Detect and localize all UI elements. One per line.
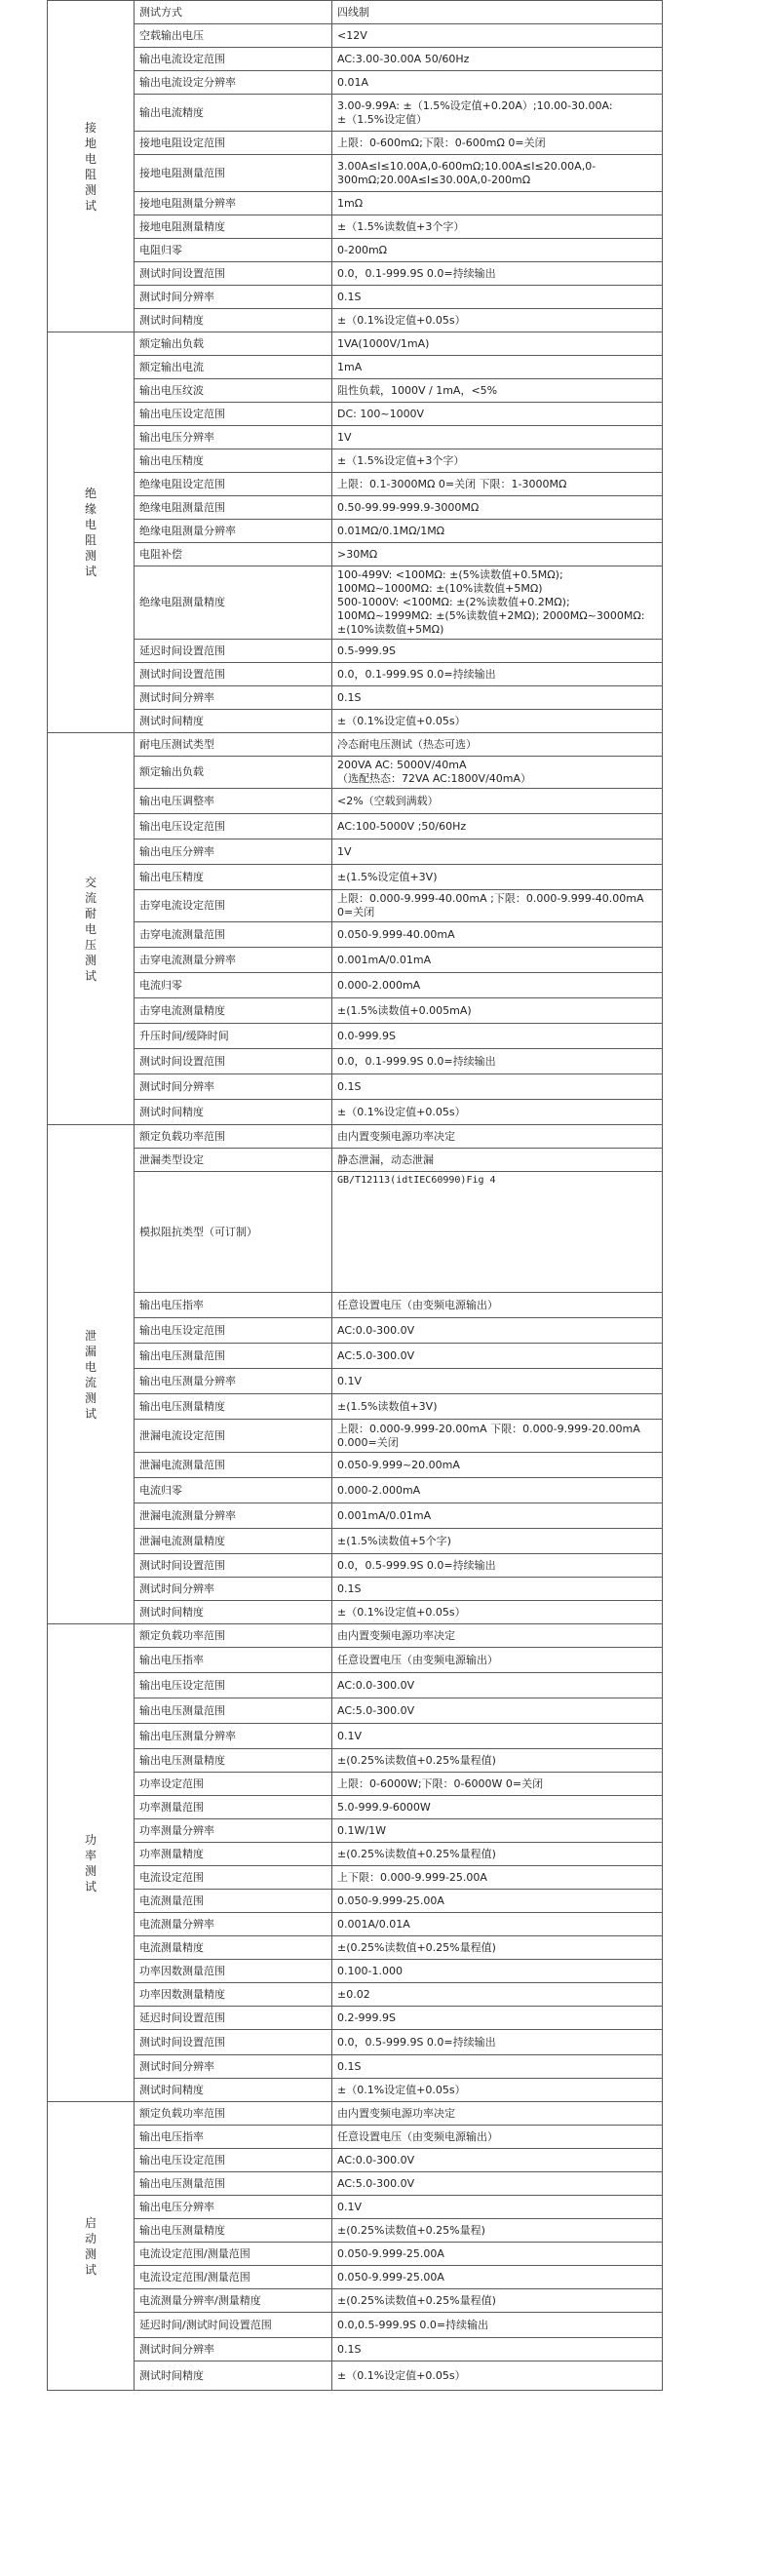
spec-label: 升压时间/缓降时间: [135, 1024, 332, 1049]
spec-row: [48, 520, 663, 543]
spec-row: [48, 2361, 663, 2391]
section-title: 启动测试: [84, 2215, 96, 2277]
spec-row: [48, 789, 663, 814]
spec-label: 输出电流设定分辨率: [135, 71, 332, 95]
spec-label: 绝缘电阻测量范围: [135, 496, 332, 520]
spec-label: 泄漏电流测量范围: [135, 1453, 332, 1478]
spec-value: 0.050-9.999-25.00A: [332, 2243, 663, 2266]
spec-value: ±(0.25%读数值+0.25%量程值): [332, 1936, 663, 1960]
spec-value: 静态泄漏，动态泄漏: [332, 1149, 663, 1172]
spec-value: 1V: [332, 839, 663, 865]
spec-label: 测试时间精度: [135, 1601, 332, 1624]
spec-value: 3.00-9.99A: ±（1.5%设定值+0.20A）;10.00-30.00A: ±（1.5%设定值）: [332, 95, 663, 132]
spec-label: 测试时间分辨率: [135, 1578, 332, 1601]
spec-label: 电阻归零: [135, 239, 332, 262]
spec-value: 冷态耐电压测试（热态可选）: [332, 733, 663, 757]
spec-row: [48, 1293, 663, 1318]
spec-row: [48, 192, 663, 215]
spec-row: [48, 1369, 663, 1394]
spec-value: 0.1S: [332, 1074, 663, 1100]
spec-label: 电流设定范围/测量范围: [135, 2243, 332, 2266]
spec-label: 延迟时间/测试时间设置范围: [135, 2313, 332, 2338]
spec-row: [48, 814, 663, 839]
spec-row: [48, 1529, 663, 1554]
spec-label: 输出电压精度: [135, 449, 332, 473]
spec-row: [48, 1554, 663, 1578]
spec-value: ±(1.5%读数值+0.005mA): [332, 998, 663, 1024]
spec-value: 0.100-1.000: [332, 1960, 663, 1983]
spec-label: 接地电阻测量精度: [135, 215, 332, 239]
spec-label: 测试时间设置范围: [135, 2030, 332, 2055]
spec-row: [48, 1453, 663, 1478]
spec-label: 输出电压设定范围: [135, 2149, 332, 2172]
spec-row: [48, 1866, 663, 1890]
spec-row: [48, 309, 663, 332]
spec-row: [48, 1960, 663, 1983]
spec-row: [48, 2313, 663, 2338]
spec-label: 电流归零: [135, 1478, 332, 1503]
spec-value: 3.00A≤I≤10.00A,0-600mΩ;10.00A≤I≤20.00A,0-300mΩ;20.00A≤I≤30.00A,0-200mΩ: [332, 155, 663, 192]
spec-value: ±（0.1%设定值+0.05s）: [332, 309, 663, 332]
spec-label: 输出电压测量分辨率: [135, 1724, 332, 1749]
spec-label: 接地电阻测量范围: [135, 155, 332, 192]
spec-label: 击穿电流测量精度: [135, 998, 332, 1024]
spec-row: [48, 1724, 663, 1749]
spec-row: [48, 757, 663, 789]
spec-row: [48, 640, 663, 663]
spec-label: 输出电压测量分辨率: [135, 1369, 332, 1394]
spec-value: 0.0，0.5-999.9S 0.0=持续输出: [332, 2030, 663, 2055]
spec-label: 测试时间分辨率: [135, 2338, 332, 2361]
spec-value: 0.0，0.5-999.9S 0.0=持续输出: [332, 1554, 663, 1578]
spec-label: 绝缘电阻测量分辨率: [135, 520, 332, 543]
spec-label: 延迟时间设置范围: [135, 2007, 332, 2030]
spec-label: 额定负载功率范围: [135, 1125, 332, 1149]
spec-value: 0.001mA/0.01mA: [332, 1503, 663, 1529]
spec-row: [48, 239, 663, 262]
spec-label: 测试时间设置范围: [135, 663, 332, 686]
section-cell: [48, 2102, 135, 2391]
spec-row: [48, 1773, 663, 1796]
spec-row: [48, 1394, 663, 1420]
spec-row: [48, 1648, 663, 1673]
spec-label: 功率因数测量精度: [135, 1983, 332, 2007]
spec-value: ±(1.5%读数值+5个字): [332, 1529, 663, 1554]
spec-row: [48, 1936, 663, 1960]
spec-value: AC:100-5000V ;50/60Hz: [332, 814, 663, 839]
spec-value: 0.050-9.999~20.00mA: [332, 1453, 663, 1478]
spec-value: 0.1S: [332, 686, 663, 710]
spec-label: 测试时间设置范围: [135, 262, 332, 286]
spec-row: [48, 403, 663, 426]
spec-row: [48, 2079, 663, 2102]
spec-value: 上限：0-6000W;下限：0-6000W 0=关闭: [332, 1773, 663, 1796]
spec-value: 0.1S: [332, 286, 663, 309]
spec-row: [48, 1698, 663, 1724]
spec-value: ±(0.25%读数值+0.25%量程值): [332, 1843, 663, 1866]
spec-value: 任意设置电压（由变频电源输出）: [332, 2126, 663, 2149]
spec-value: 由内置变频电源功率决定: [332, 2102, 663, 2126]
spec-row: [48, 2149, 663, 2172]
spec-row: [48, 1100, 663, 1125]
spec-label: 泄漏电流设定范围: [135, 1420, 332, 1453]
spec-label: 接地电阻设定范围: [135, 132, 332, 155]
spec-row: [48, 1074, 663, 1100]
spec-row: [48, 1601, 663, 1624]
spec-value: 0.000-2.000mA: [332, 973, 663, 998]
spec-label: 输出电压测量范围: [135, 2172, 332, 2196]
spec-label: 额定负载功率范围: [135, 2102, 332, 2126]
spec-value: DC: 100~1000V: [332, 403, 663, 426]
spec-row: [48, 2172, 663, 2196]
spec-value: 1V: [332, 426, 663, 449]
spec-value: ±（0.1%设定值+0.05s）: [332, 1100, 663, 1125]
spec-label: 输出电压精度: [135, 865, 332, 890]
spec-value: 任意设置电压（由变频电源输出）: [332, 1293, 663, 1318]
spec-row: [48, 2102, 663, 2126]
spec-row: [48, 48, 663, 71]
spec-label: 输出电压分辨率: [135, 2196, 332, 2219]
spec-value: AC:0.0-300.0V: [332, 2149, 663, 2172]
spec-value: 100-499V: <100MΩ: ±(5%读数值+0.5MΩ); 100MΩ~1000MΩ: ±(10%读数值+5MΩ) 500-1000V: <100MΩ: ±(2%读数值+0.2MΩ); 100MΩ~1999MΩ: ±(5%读数值+2MΩ); 2000MΩ~3000MΩ: ±(10%读数值+5MΩ): [332, 566, 663, 640]
spec-value: 上下限：0.000-9.999-25.00A: [332, 1866, 663, 1890]
spec-label: 输出电压设定范围: [135, 814, 332, 839]
spec-value: 0.050-9.999-25.00A: [332, 2266, 663, 2289]
spec-row: [48, 2338, 663, 2361]
spec-value: AC:5.0-300.0V: [332, 2172, 663, 2196]
section-cell: [48, 1125, 135, 1624]
spec-row: [48, 998, 663, 1024]
spec-label: 输出电压测量精度: [135, 1749, 332, 1773]
spec-row: [48, 1318, 663, 1344]
spec-label: 输出电压指率: [135, 1293, 332, 1318]
spec-value: ±（0.1%设定值+0.05s）: [332, 2079, 663, 2102]
spec-value: AC:3.00-30.00A 50/60Hz: [332, 48, 663, 71]
spec-value: 0.0,0.5-999.9S 0.0=持续输出: [332, 2313, 663, 2338]
spec-value: ±(1.5%设定值+3V): [332, 865, 663, 890]
spec-label: 电流测量分辨率: [135, 1913, 332, 1936]
spec-value: 0.2-999.9S: [332, 2007, 663, 2030]
spec-label: 击穿电流测量范围: [135, 922, 332, 948]
spec-value: 0.000-2.000mA: [332, 1478, 663, 1503]
spec-label: 延迟时间设置范围: [135, 640, 332, 663]
spec-label: 功率设定范围: [135, 1773, 332, 1796]
spec-row: [48, 1624, 663, 1648]
spec-label: 电流设定范围/测量范围: [135, 2266, 332, 2289]
spec-value: 0.0，0.1-999.9S 0.0=持续输出: [332, 262, 663, 286]
spec-value: ±0.02: [332, 1983, 663, 2007]
spec-row: [48, 71, 663, 95]
section-title: 交流耐电压测试: [84, 875, 96, 983]
spec-value: 0-200mΩ: [332, 239, 663, 262]
spec-value: 由内置变频电源功率决定: [332, 1125, 663, 1149]
spec-label: 电流测量范围: [135, 1890, 332, 1913]
spec-label: 额定输出负载: [135, 757, 332, 789]
spec-label: 测试时间设置范围: [135, 1554, 332, 1578]
spec-label: 输出电压测量精度: [135, 2219, 332, 2243]
spec-value: GB/T12113(idtIEC60990)Fig 4: [332, 1172, 663, 1293]
spec-row: [48, 865, 663, 890]
spec-row: [48, 733, 663, 757]
spec-row: [48, 663, 663, 686]
spec-label: 电阻补偿: [135, 543, 332, 566]
spec-row: [48, 1024, 663, 1049]
spec-row: [48, 286, 663, 309]
spec-row: [48, 890, 663, 922]
spec-value: 0.0，0.1-999.9S 0.0=持续输出: [332, 1049, 663, 1074]
spec-label: 模拟阻抗类型（可订制）: [135, 1172, 332, 1293]
spec-value: AC:5.0-300.0V: [332, 1698, 663, 1724]
spec-label: 输出电压指率: [135, 1648, 332, 1673]
spec-value: <2%（空载到满载）: [332, 789, 663, 814]
spec-value: AC:5.0-300.0V: [332, 1344, 663, 1369]
spec-value: ±（1.5%设定值+3个字）: [332, 449, 663, 473]
section-title: 功率测试: [84, 1832, 96, 1893]
spec-row: [48, 356, 663, 379]
spec-label: 输出电压纹波: [135, 379, 332, 403]
spec-value: 0.001mA/0.01mA: [332, 948, 663, 973]
spec-row: [48, 95, 663, 132]
spec-label: 测试时间精度: [135, 309, 332, 332]
spec-row: [48, 948, 663, 973]
spec-row: [48, 449, 663, 473]
spec-label: 空载输出电压: [135, 24, 332, 48]
spec-label: 输出电流设定范围: [135, 48, 332, 71]
spec-label: 绝缘电阻设定范围: [135, 473, 332, 496]
spec-label: 输出电压测量精度: [135, 1394, 332, 1420]
spec-label: 测试时间精度: [135, 2361, 332, 2391]
spec-row: [48, 24, 663, 48]
spec-row: [48, 922, 663, 948]
spec-label: 功率测量分辨率: [135, 1819, 332, 1843]
spec-label: 电流测量精度: [135, 1936, 332, 1960]
spec-label: 击穿电流设定范围: [135, 890, 332, 922]
spec-row: [48, 379, 663, 403]
spec-label: 耐电压测试类型: [135, 733, 332, 757]
spec-row: [48, 2196, 663, 2219]
spec-row: [48, 2266, 663, 2289]
spec-row: [48, 1819, 663, 1843]
section-title: 接地电阻测试: [84, 120, 96, 213]
spec-table-body: [48, 1, 663, 2391]
spec-value: ±(0.25%读数值+0.25%量程): [332, 2219, 663, 2243]
spec-value: 1VA(1000V/1mA): [332, 332, 663, 356]
spec-row: [48, 1843, 663, 1866]
spec-value: 0.1S: [332, 2338, 663, 2361]
spec-label: 功率测量范围: [135, 1796, 332, 1819]
spec-row: [48, 1749, 663, 1773]
spec-value: 0.0-999.9S: [332, 1024, 663, 1049]
spec-label: 电流设定范围: [135, 1866, 332, 1890]
spec-value: 0.1V: [332, 2196, 663, 2219]
spec-row: [48, 2219, 663, 2243]
spec-label: 测试时间精度: [135, 2079, 332, 2102]
spec-label: 额定输出负载: [135, 332, 332, 356]
spec-label: 输出电压调整率: [135, 789, 332, 814]
section-title: 泄漏电流测试: [84, 1328, 96, 1421]
spec-value: AC:0.0-300.0V: [332, 1673, 663, 1698]
section-cell: [48, 1, 135, 332]
spec-label: 功率因数测量范围: [135, 1960, 332, 1983]
spec-row: [48, 1983, 663, 2007]
spec-value: ±(0.25%读数值+0.25%量程值): [332, 1749, 663, 1773]
spec-value: AC:0.0-300.0V: [332, 1318, 663, 1344]
spec-value: 四线制: [332, 1, 663, 24]
spec-row: [48, 973, 663, 998]
section-cell: [48, 332, 135, 733]
spec-row: [48, 2007, 663, 2030]
spec-value: ±(1.5%读数值+3V): [332, 1394, 663, 1420]
spec-row: [48, 132, 663, 155]
spec-value: 0.050-9.999-25.00A: [332, 1890, 663, 1913]
spec-row: [48, 1125, 663, 1149]
spec-value: 任意设置电压（由变频电源输出）: [332, 1648, 663, 1673]
spec-label: 泄漏电流测量分辨率: [135, 1503, 332, 1529]
section-title: 绝缘电阻测试: [84, 487, 96, 578]
spec-label: 输出电压测量范围: [135, 1698, 332, 1724]
spec-value: 0.01A: [332, 71, 663, 95]
spec-label: 接地电阻测量分辨率: [135, 192, 332, 215]
spec-row: [48, 566, 663, 640]
spec-label: 输出电压设定范围: [135, 403, 332, 426]
spec-label: 测试时间精度: [135, 710, 332, 733]
spec-table: [47, 0, 663, 2391]
spec-label: 测试时间设置范围: [135, 1049, 332, 1074]
section-cell: [48, 1624, 135, 2102]
spec-label: 测试时间分辨率: [135, 1074, 332, 1100]
spec-value: ±（0.1%设定值+0.05s）: [332, 1601, 663, 1624]
spec-value: 上限：0.000-9.999-20.00mA 下限：0.000-9.999-20.00mA 0.000=关闭: [332, 1420, 663, 1453]
spec-row: [48, 1420, 663, 1453]
spec-value: 阻性负载，1000V / 1mA，<5%: [332, 379, 663, 403]
spec-row: [48, 426, 663, 449]
spec-row: [48, 332, 663, 356]
spec-label: 击穿电流测量分辨率: [135, 948, 332, 973]
spec-row: [48, 686, 663, 710]
spec-row: [48, 1578, 663, 1601]
spec-row: [48, 1478, 663, 1503]
spec-row: [48, 2126, 663, 2149]
spec-value: 上限：0-600mΩ;下限：0-600mΩ 0=关闭: [332, 132, 663, 155]
spec-label: 额定负载功率范围: [135, 1624, 332, 1648]
spec-label: 泄漏电流测量精度: [135, 1529, 332, 1554]
spec-value: ±（0.1%设定值+0.05s）: [332, 2361, 663, 2391]
spec-value: ±(0.25%读数值+0.25%量程值): [332, 2289, 663, 2313]
spec-label: 额定输出电流: [135, 356, 332, 379]
spec-value: 0.1V: [332, 1724, 663, 1749]
spec-label: 测试时间分辨率: [135, 2055, 332, 2079]
spec-value: 上限：0.1-3000MΩ 0=关闭 下限：1-3000MΩ: [332, 473, 663, 496]
spec-value: 由内置变频电源功率决定: [332, 1624, 663, 1648]
spec-label: 测试时间分辨率: [135, 286, 332, 309]
spec-row: [48, 2243, 663, 2266]
spec-row: [48, 2055, 663, 2079]
spec-label: 功率测量精度: [135, 1843, 332, 1866]
spec-row: [48, 1503, 663, 1529]
spec-label: 输出电压分辨率: [135, 426, 332, 449]
spec-sheet: [47, 0, 663, 2391]
spec-value: ±（1.5%读数值+3个字）: [332, 215, 663, 239]
spec-value: 0.1S: [332, 1578, 663, 1601]
spec-value: 1mΩ: [332, 192, 663, 215]
spec-value: 200VA AC: 5000V/40mA （选配热态：72VA AC:1800V/40mA）: [332, 757, 663, 789]
spec-value: 0.001A/0.01A: [332, 1913, 663, 1936]
spec-label: 电流测量分辨率/测量精度: [135, 2289, 332, 2313]
spec-value: 0.01MΩ/0.1MΩ/1MΩ: [332, 520, 663, 543]
spec-row: [48, 2030, 663, 2055]
spec-label: 输出电流精度: [135, 95, 332, 132]
spec-label: 绝缘电阻测量精度: [135, 566, 332, 640]
spec-value: 5.0-999.9-6000W: [332, 1796, 663, 1819]
section-cell: [48, 733, 135, 1125]
spec-value: 0.50-99.99-999.9-3000MΩ: [332, 496, 663, 520]
spec-value: 0.5-999.9S: [332, 640, 663, 663]
spec-row: [48, 543, 663, 566]
spec-label: 输出电压指率: [135, 2126, 332, 2149]
spec-row: [48, 496, 663, 520]
spec-row: [48, 473, 663, 496]
spec-row: [48, 1, 663, 24]
spec-row: [48, 839, 663, 865]
spec-label: 电流归零: [135, 973, 332, 998]
spec-value: 1mA: [332, 356, 663, 379]
spec-label: 泄漏类型设定: [135, 1149, 332, 1172]
spec-row: [48, 1890, 663, 1913]
spec-label: 输出电压设定范围: [135, 1673, 332, 1698]
spec-row: [48, 155, 663, 192]
spec-value: 0.0，0.1-999.9S 0.0=持续输出: [332, 663, 663, 686]
spec-row: [48, 2289, 663, 2313]
spec-value: 0.1W/1W: [332, 1819, 663, 1843]
spec-value: ±（0.1%设定值+0.05s）: [332, 710, 663, 733]
spec-value: 0.1V: [332, 1369, 663, 1394]
spec-row: [48, 262, 663, 286]
spec-label: 输出电压测量范围: [135, 1344, 332, 1369]
spec-value: <12V: [332, 24, 663, 48]
spec-value: >30MΩ: [332, 543, 663, 566]
spec-value: 0.050-9.999-40.00mA: [332, 922, 663, 948]
spec-label: 输出电压分辨率: [135, 839, 332, 865]
spec-label: 输出电压设定范围: [135, 1318, 332, 1344]
spec-row: [48, 1913, 663, 1936]
spec-row: [48, 1172, 663, 1293]
spec-row: [48, 1149, 663, 1172]
spec-label: 测试时间精度: [135, 1100, 332, 1125]
spec-row: [48, 710, 663, 733]
spec-row: [48, 1344, 663, 1369]
spec-row: [48, 1049, 663, 1074]
spec-row: [48, 215, 663, 239]
spec-label: 测试方式: [135, 1, 332, 24]
spec-label: 测试时间分辨率: [135, 686, 332, 710]
spec-row: [48, 1796, 663, 1819]
spec-value: 0.1S: [332, 2055, 663, 2079]
spec-value: 上限：0.000-9.999-40.00mA ;下限：0.000-9.999-40.00mA 0=关闭: [332, 890, 663, 922]
spec-row: [48, 1673, 663, 1698]
